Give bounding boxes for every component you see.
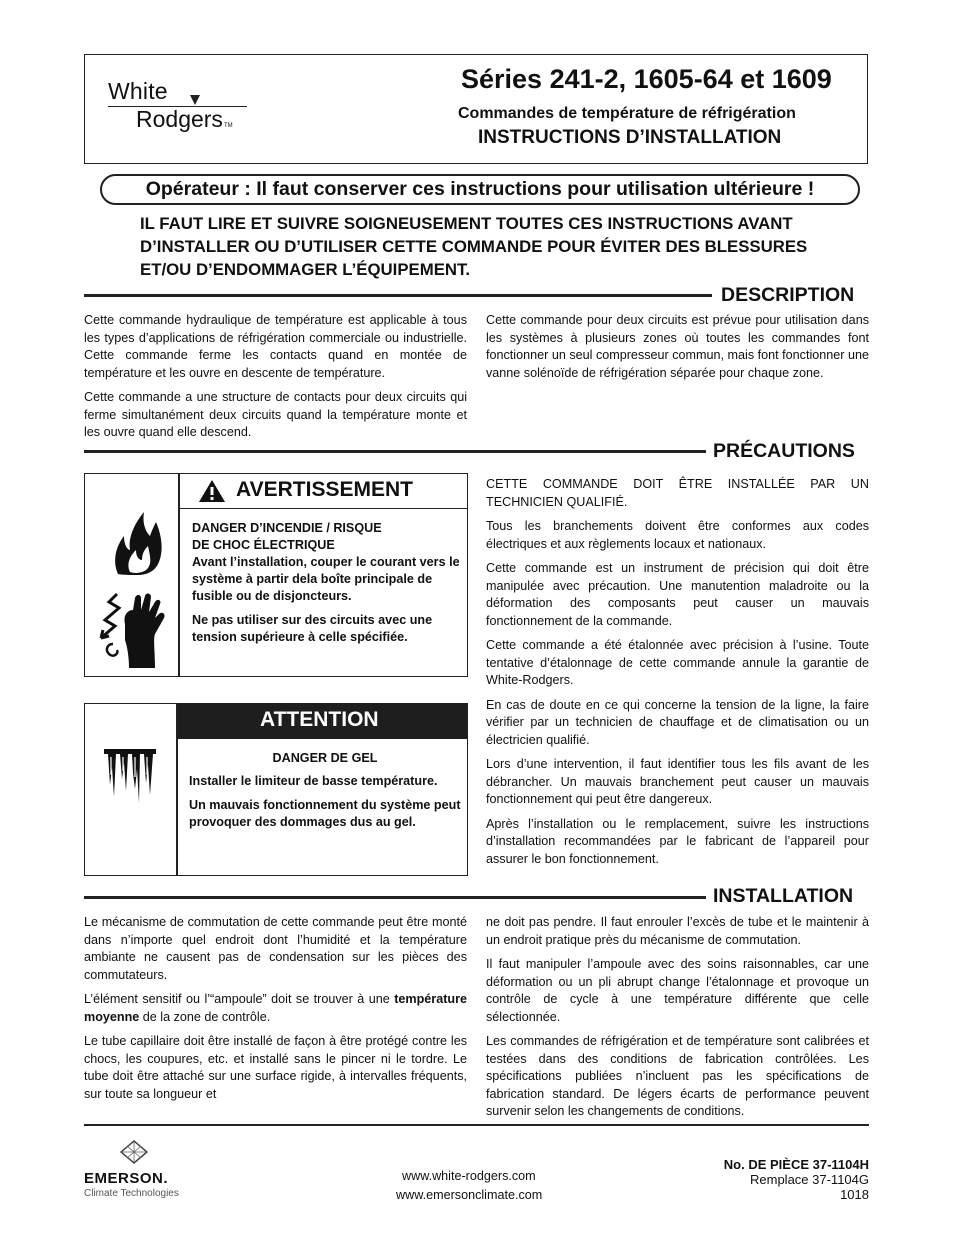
attention-heading: DANGER DE GEL xyxy=(272,751,378,765)
precaution-paragraph: CETTE COMMANDE DOIT ÊTRE INSTALLÉE PAR UN TECHNICIEN QUALIFIÉ. xyxy=(486,477,869,509)
logo-rodgers-text: Rodgers xyxy=(136,106,223,132)
description-paragraph: Cette commande a une structure de contacts pour deux circuits qui ferme simultanément deux circuits quand la température monte et les ouvre quand elle descend. xyxy=(84,390,467,439)
attention-label: ATTENTION xyxy=(260,708,379,731)
description-rule xyxy=(84,294,712,297)
white-rodgers-url[interactable]: www.white-rodgers.com xyxy=(402,1169,536,1183)
precaution-paragraph: Après l’installation ou le remplacement, suivre les instructions d’installation recommandées par le fabricant de l’appareil pour assurer le bon fonctionnement. xyxy=(486,816,869,866)
replaces-part: Remplace 37-1104G xyxy=(750,1172,869,1187)
precaution-paragraph: Lors d’une intervention, il faut identifier tous les fils avant de les débrancher. Un mauvais branchement peut causer un mauvais fonctionnement qui peut être dangereux. xyxy=(486,757,869,806)
installation-paragraph: ne doit pas pendre. Il faut enrouler l’excès de tube et le maintenir à un endroit pratique près du mécanisme de commutation. xyxy=(486,915,869,947)
installation-paragraph: Il faut manipuler l’ampoule avec des soins raisonnables, car une déformation ou un pli abrupt change l’étalonnage et provoque un contrôle de cycle à une température différente que celle sélectionnée. xyxy=(486,957,869,1024)
fire-icon xyxy=(110,506,164,576)
installation-title: INSTALLATION xyxy=(713,885,854,907)
document-subtitle: Commandes de température de réfrigération xyxy=(458,105,796,122)
warning-text xyxy=(192,520,462,653)
document-title: Séries 241-2, 1605-64 et 1609 xyxy=(461,64,832,94)
precautions-title: PRÉCAUTIONS xyxy=(713,440,855,462)
part-number: No. DE PIÈCE 37-1104H xyxy=(723,1157,869,1172)
attention-text xyxy=(189,750,461,838)
emerson-climate-url[interactable]: www.emersonclimate.com xyxy=(396,1188,543,1202)
emerson-climate-tagline: Climate Technologies xyxy=(84,1188,179,1199)
operator-banner: Opérateur : Il faut conserver ces instructions pour utilisation ultérieure ! xyxy=(100,174,860,205)
logo-triangle-icon xyxy=(190,95,200,105)
warning-heading-line1: DANGER D’INCENDIE / RISQUE xyxy=(192,521,382,535)
precautions-rule xyxy=(84,450,706,453)
installation-paragraph: Le mécanisme de commutation de cette commande peut être monté dans n’importe quel endroit dont l’humidité et la température ambiante ne causent pas de condensation sur les pièces des commutateurs. xyxy=(84,915,467,982)
intro-warning: IL FAUT LIRE ET SUIVRE SOIGNEUSEMENT TOUTES CES INSTRUCTIONS AVANT D’INSTALLER OU D’UTILISER CETTE COMMANDE POUR ÉVITER DES BLESSURES ET/OU D’ENDOMMAGER L’ÉQUIPEMENT. xyxy=(140,214,808,279)
electric-shock-icon xyxy=(95,590,169,670)
warning-heading-line2: DE CHOC ÉLECTRIQUE xyxy=(192,538,335,552)
description-paragraph: Cette commande hydraulique de température est applicable à tous les types d’applications de réfrigération commerciale ou industrielle. Cette commande ferme les contacts quand en montée de température et les ouvre en descente de température. xyxy=(84,313,467,380)
warning-paragraph: Avant l’installation, couper le courant vers le système à partir dela boîte principale de fusible ou de disjoncteurs. xyxy=(192,555,460,603)
description-paragraph: Cette commande pour deux circuits est prévue pour utilisation dans les systèmes à plusieurs zones où toutes les commandes font fonctionner un seul compresseur commun, mais font fonctionner une vanne solénoïde de réfrigération séparée pour chaque zone. xyxy=(486,313,869,380)
emerson-logo-icon xyxy=(120,1140,148,1164)
precaution-paragraph: Cette commande a été étalonnée avec précision à l’usine. Toute tentative d’étalonnage de cette commande annule la garantie de White-Rodgers. xyxy=(486,638,869,687)
installation-right-column xyxy=(486,914,869,1128)
installation-paragraph xyxy=(84,991,467,1026)
footer-rule xyxy=(84,1124,869,1126)
logo-tm: TM xyxy=(223,123,233,129)
installation-rule xyxy=(84,896,706,899)
installation-paragraph: Le tube capillaire doit être installé de façon à être protégé contre les chocs, les coupures, etc. et installé sans le pincer ni le tordre. Le tube doit être attaché sur une surface rigide, à intervalles fréquents, sur toute sa longueur et xyxy=(84,1034,467,1101)
installation-left-column xyxy=(84,914,467,1110)
precautions-right-column xyxy=(486,476,869,875)
attention-paragraph: Installer le limiteur de basse température. xyxy=(189,774,438,788)
logo-rodgers xyxy=(136,106,233,133)
installation-paragraph: Les commandes de réfrigération et de température sont calibrées et testées dans des conditions de fabrication contrôlées. Les spécifications publiées n’incluent pas les spécifications de fabrication standard. De légers écarts de performance peuvent survenir selon les changements de conditions. xyxy=(486,1034,869,1118)
installation-text: de la zone de contrôle. xyxy=(139,1009,271,1024)
attention-paragraph: Un mauvais fonctionnement du système peut provoquer des dommages dus au gel. xyxy=(189,798,461,829)
description-title: DESCRIPTION xyxy=(721,284,855,306)
revision-code: 1018 xyxy=(840,1187,869,1202)
description-right-column xyxy=(486,312,869,389)
precaution-paragraph: Cette commande est un instrument de précision qui doit être manipulée avec précaution. Une manutention maladroite ou la déformation des composants peut causer un mauvais fonctionnement de la commande. xyxy=(486,561,869,628)
installation-emphasis: température moyenne xyxy=(84,992,467,1024)
emerson-wordmark: EMERSON. xyxy=(84,1170,169,1187)
description-left-column xyxy=(84,312,467,449)
warning-triangle-icon xyxy=(198,479,226,503)
precaution-paragraph: En cas de doute en ce qui concerne la tension de la ligne, la faire vérifier par un technicien de chauffage et de climatisation ou un électricien qualifié. xyxy=(486,697,869,747)
precaution-paragraph: Tous les branchements doivent être conformes aux codes électriques et aux règlements locaux et nationaux. xyxy=(486,519,869,551)
warning-paragraph: Ne pas utiliser sur des circuits avec une tension supérieure à celle spécifiée. xyxy=(192,613,433,644)
logo-white-text: White xyxy=(108,78,168,104)
freeze-icicles-icon xyxy=(102,745,158,805)
warning-label: AVERTISSEMENT xyxy=(236,478,413,501)
document-subtitle-installation: INSTRUCTIONS D’INSTALLATION xyxy=(478,127,782,148)
installation-text: L’élément sensitif ou l’“ampoule” doit se trouver à une xyxy=(84,992,395,1006)
